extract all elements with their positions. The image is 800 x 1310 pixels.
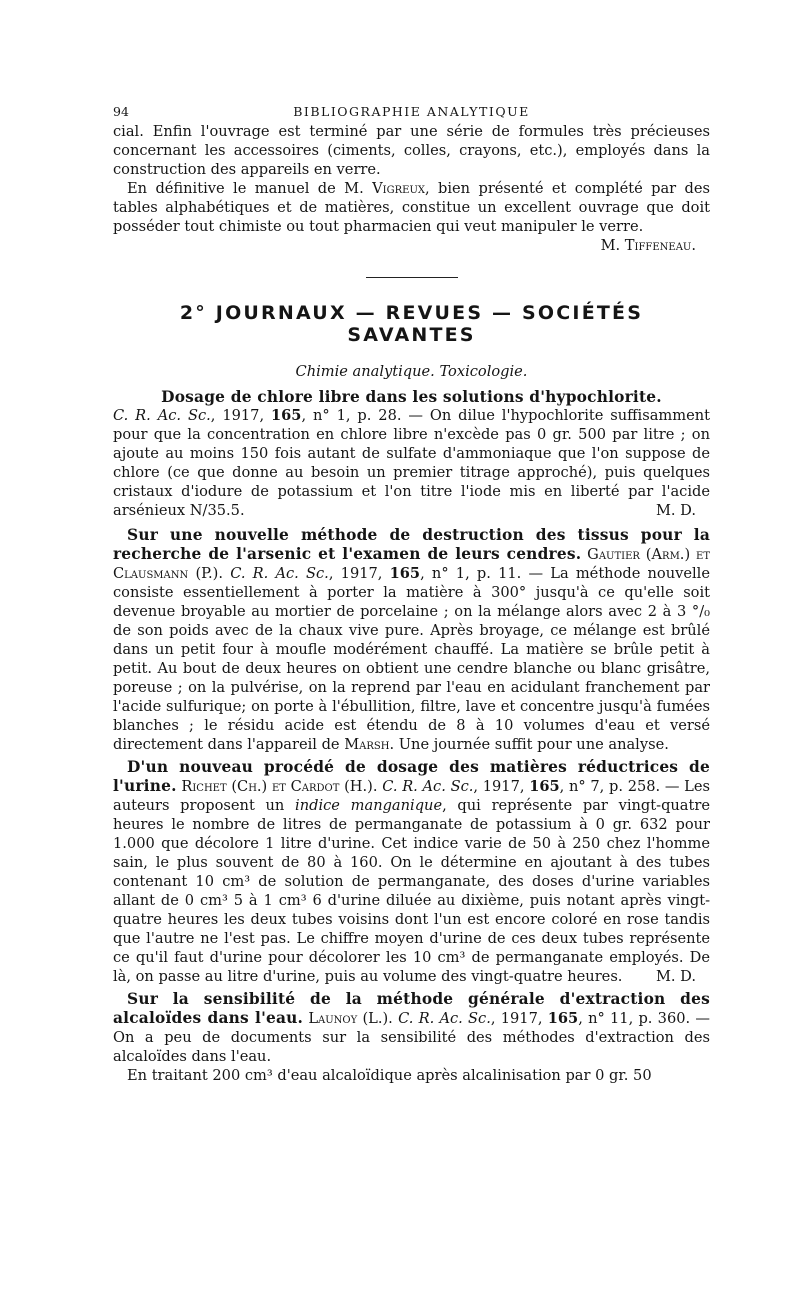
article-chlore xyxy=(113,388,710,520)
article-continuation: En traitant 200 cm³ d'eau alcaloïdique après alcalinisation par 0 gr. 50 xyxy=(127,1067,652,1084)
author-name: Vigreux xyxy=(372,180,425,197)
article-body: Sur la sensibilité de la méthode générale d'extraction des alcaloïdes dans l'eau. Launoy (L.). C. R. Ac. Sc., 1917, 165, n° 11, p. 360. — On a peu de documents sur la sensibilité des méthodes d'extraction des alcaloïdes dans l'eau. xyxy=(113,990,710,1065)
article-body: C. R. Ac. Sc., 1917, 165, n° 1, p. 28. — On dilue l'hypochlorite suffisamment pour que la concentration en chlore libre n'excède pas 0 gr. 500 par litre ; on ajoute au moins 150 fois autant de sulfate d'ammoniaque que l'on suppose de chlore (ce que donne au besoin un premier titrage approché), puis quelques cristaux d'iodure de potassium et l'on titre l'iode mis en liberté par l'acide arsénieux N/35.5. M. D. xyxy=(113,407,710,519)
running-header xyxy=(113,100,710,122)
article-urine xyxy=(113,758,710,986)
running-title: BIBLIOGRAPHIE ANALYTIQUE xyxy=(293,104,530,119)
intro-paragraph-1: cial. Enfin l'ouvrage est terminé par une série de formules très précieuses concernant les accessoires (ciments, colles, crayons, etc.), employés dans la construction des appareils en verre. xyxy=(113,123,710,178)
intro-signature: M. Tiffeneau. xyxy=(600,237,696,254)
article-title: Dosage de chlore libre dans les solutions d'hypochlorite. xyxy=(161,388,662,406)
section-title: 2° JOURNAUX — REVUES — SOCIÉTÉS SAVANTES xyxy=(179,302,644,346)
article-arsenic xyxy=(113,526,710,754)
section-divider xyxy=(366,277,458,278)
article-signature: M. D. xyxy=(655,502,696,519)
page xyxy=(113,100,710,1085)
article-body: Sur une nouvelle méthode de destruction des tissus pour la recherche de l'arsenic et l'examen de leurs cendres. Gautier (Arm.) et Clausmann (P.). C. R. Ac. Sc., 1917, 165, n° 1, p. 11. — La méthode nouvelle consiste essentiellement à porter la matière à 300° jusqu'à ce qu'elle soit devenue broyable au mortier de porcelaine ; on la mélange alors avec 2 à 3 °/₀ de son poids avec de la chaux vive pure. Après broyage, ce mélange est brûlé dans un petit four à moufle modérément chauffé. La matière se brûle petit à petit. Au bout de deux heures on obtient une cendre blanche ou blanc grisâtre, poreuse ; on la pulvérise, on la reprend par l'eau en acidulant franchement par l'acide sulfurique; on porte à l'ébullition, filtre, lave et concentre jusqu'à fumées blanches ; le résidu acide est étendu de 8 à 10 volumes d'eau et versé directement dans l'appareil de Marsh. Une journée suffit pour une analyse. xyxy=(113,526,710,753)
article-title: D'un nouveau procédé de dosage des matières réductrices de l'urine. xyxy=(113,758,710,795)
article-body: D'un nouveau procédé de dosage des matières réductrices de l'urine. Richet (Ch.) et Cardot (H.). C. R. Ac. Sc., 1917, 165, n° 7, p. 258. — Les auteurs proposent un indice manganique, qui représente par vingt-quatre heures le nombre de litres de permanganate de potassium à 0 gr. 632 pour 1.000 que décolore 1 litre d'urine. Cet indice varie de 50 à 250 chez l'homme sain, le plus souvent de 80 à 160. On le détermine en ajoutant à des tubes contenant 10 cm³ de solution de permanganate, des doses d'urine variables allant de 0 cm³ 5 à 1 cm³ 6 d'urine diluée au dixième, puis notant après vingt-quatre heures les deux tubes voisins dont l'un est encore coloré en rose tandis que l'autre ne l'est pas. Le chiffre moyen d'urine de ces deux tubes représente ce qu'il faut d'urine pour décolorer les 10 cm³ de permanganate employés. De là, on passe au litre d'urine, puis au volume des vingt-quatre heures. M. D. xyxy=(113,758,710,985)
article-alcaloides xyxy=(113,990,710,1085)
article-signature: M. D. xyxy=(655,968,696,985)
article-title: Sur une nouvelle méthode de destruction des tissus pour la recherche de l'arsenic et l'examen de leurs cendres. xyxy=(113,526,710,563)
intro-paragraph-2: En définitive le manuel de M. Vigreux, bien présenté et complété par des tables alphabétiques et de matières, constitue un excellent ouvrage que doit posséder tout chimiste ou tout pharmacien qui veut manipuler le verre. xyxy=(113,180,710,235)
section-subtitle: Chimie analytique. Toxicologie. xyxy=(295,363,528,380)
article-title: Sur la sensibilité de la méthode générale d'extraction des alcaloïdes dans l'eau. xyxy=(113,990,710,1027)
page-number: 94 xyxy=(113,104,129,119)
